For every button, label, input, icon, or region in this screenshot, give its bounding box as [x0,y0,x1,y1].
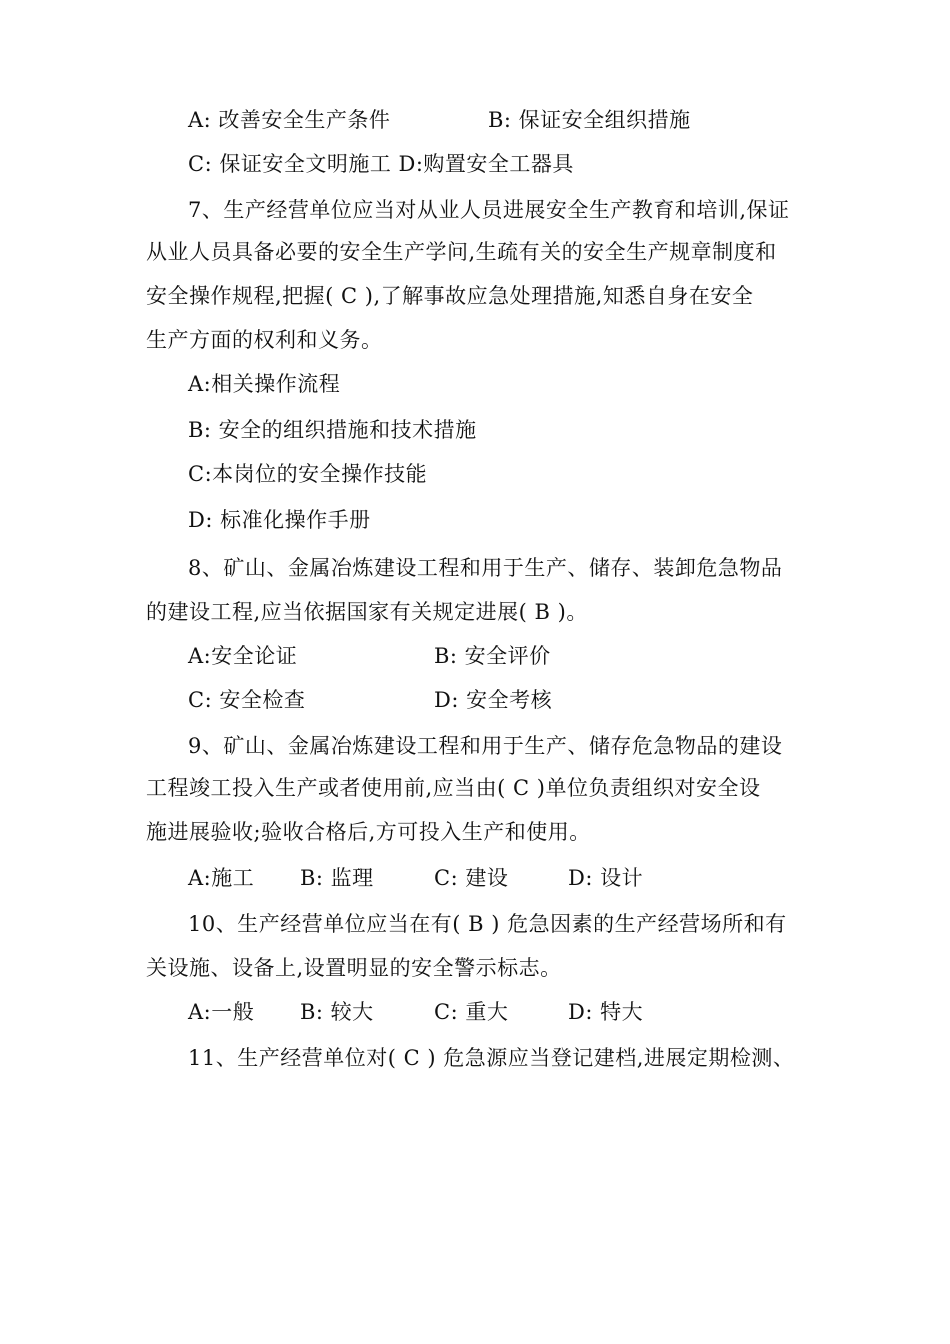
q9-option-d: D: 设计 [568,866,644,890]
q7-text-line-1: 7、生产经营单位应当对从业人员进展安全生产教育和培训,保证 [188,198,790,222]
q8-option-d: D: 安全考核 [434,688,553,712]
q9-text-line-3: 施进展验收;验收合格后,方可投入生产和使用。 [146,820,591,844]
q11-text-line-1: 11、生产经营单位对( C ) 危急源应当登记建档,进展定期检测、 [188,1046,795,1070]
q9-text-line-1: 9、矿山、金属冶炼建设工程和用于生产、储存危急物品的建设 [188,734,783,758]
q10-option-d: D: 特大 [568,1000,644,1024]
q6-option-a: A: 改善安全生产条件 [188,108,391,132]
q10-option-a: A:一般 [188,1000,255,1024]
q6-option-b: B: 保证安全组织措施 [488,108,691,132]
q10-text-line-2: 关设施、设备上,设置明显的安全警示标志。 [146,956,562,980]
q8-option-c: C: 安全检查 [188,688,306,712]
q7-option-a: A:相关操作流程 [188,372,341,396]
q7-option-b: B: 安全的组织措施和技术措施 [188,418,477,442]
q7-text-line-4: 生产方面的权利和义务。 [146,328,383,352]
q7-text-line-3: 安全操作规程,把握( C ),了解事故应急处理措施,知悉自身在安全 [146,284,754,308]
q9-option-b: B: 监理 [300,866,374,890]
q6-option-c-d: C: 保证安全文明施工 D:购置安全工器具 [188,152,574,176]
q7-text-line-2: 从业人员具备必要的安全生产学问,生疏有关的安全生产规章制度和 [146,240,777,264]
q10-option-b: B: 较大 [300,1000,374,1024]
q9-option-a: A:施工 [188,866,255,890]
q7-option-d: D: 标准化操作手册 [188,508,371,532]
q8-text-line-2: 的建设工程,应当依据国家有关规定进展( B )。 [146,600,588,624]
q8-text-line-1: 8、矿山、金属冶炼建设工程和用于生产、储存、装卸危急物品 [188,556,783,580]
q10-option-c: C: 重大 [434,1000,509,1024]
q9-text-line-2: 工程竣工投入生产或者使用前,应当由( C )单位负责组织对安全设 [146,776,761,800]
q9-option-c: C: 建设 [434,866,509,890]
q8-option-b: B: 安全评价 [434,644,551,668]
q8-option-a: A:安全论证 [188,644,298,668]
q7-option-c: C:本岗位的安全操作技能 [188,462,428,486]
q10-text-line-1: 10、生产经营单位应当在有( B ) 危急因素的生产经营场所和有 [188,912,787,936]
